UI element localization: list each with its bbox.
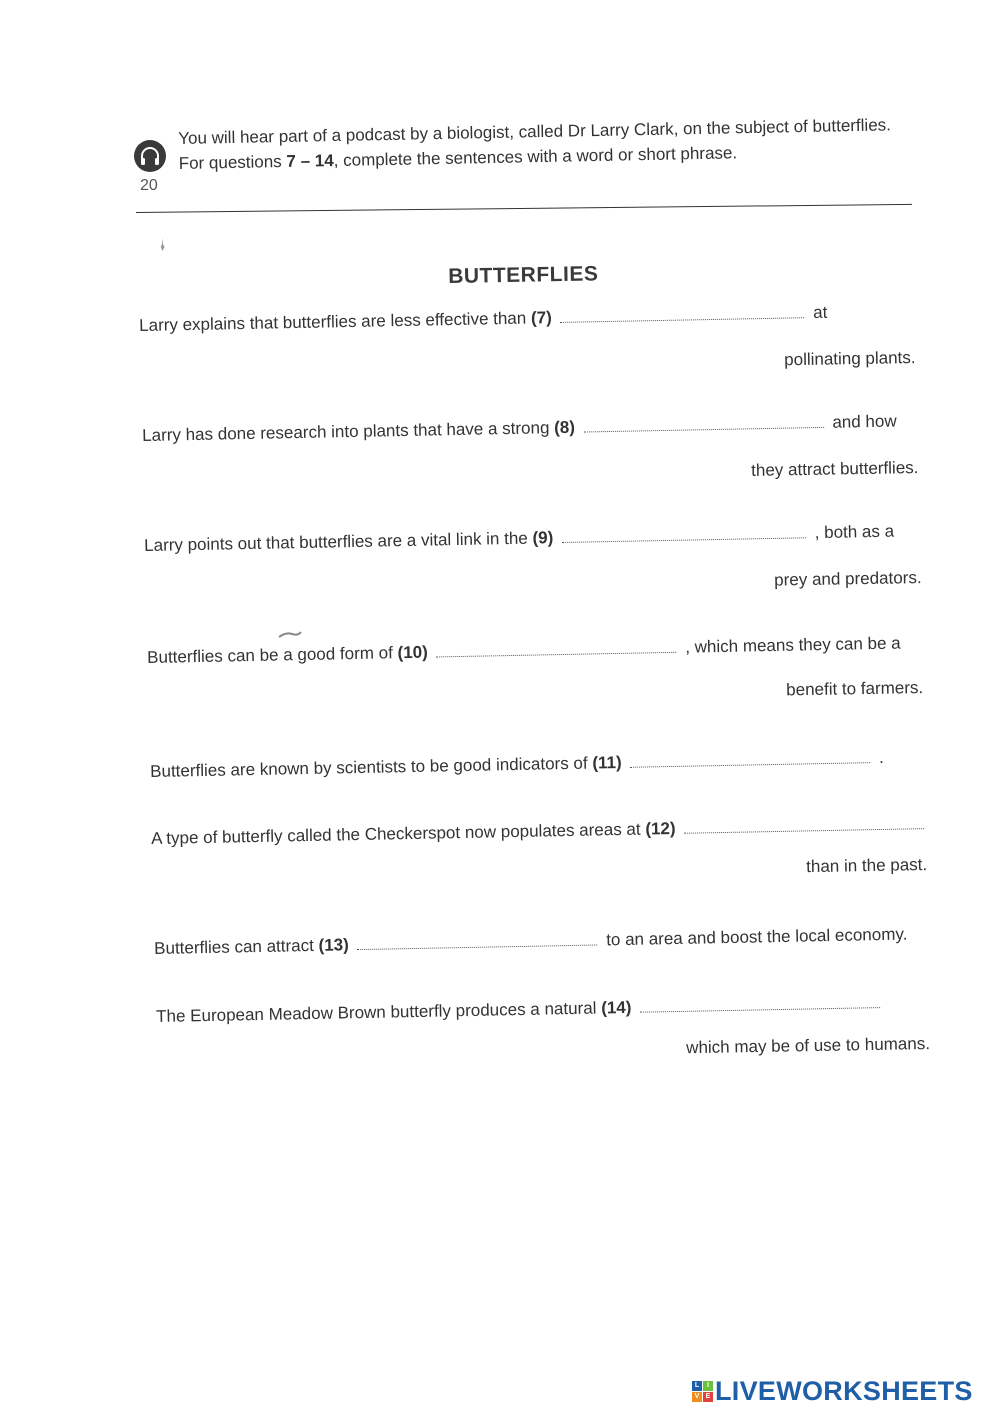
logo-mark-icon	[692, 1381, 713, 1402]
question-10	[147, 634, 901, 668]
question-number: (8)	[553, 417, 576, 438]
question-11	[150, 748, 884, 782]
question-8-continuation: they attract butterflies.	[750, 458, 919, 480]
question-text: Larry points out that butterflies are a vital link in the	[144, 528, 528, 555]
instructions-range: 7 – 14	[286, 151, 334, 171]
question-14-continuation: which may be of use to humans.	[686, 1034, 931, 1058]
question-14	[156, 993, 884, 1027]
question-text: Butterflies can be a good form of	[147, 643, 394, 667]
question-12	[151, 814, 928, 849]
headphones-icon	[134, 140, 166, 172]
question-13	[154, 925, 908, 959]
question-text-after: .	[878, 747, 884, 768]
answer-blank-9[interactable]	[562, 523, 806, 543]
logo-text: LIVEWORKSHEETS	[715, 1375, 973, 1406]
answer-blank-8[interactable]	[583, 413, 823, 433]
question-text: Larry explains that butterflies are less effective than	[139, 308, 527, 335]
question-number: (7)	[530, 308, 552, 328]
instructions-text-2: , complete the sentences with a word or short phrase.	[333, 143, 738, 171]
ink-speck	[160, 238, 165, 251]
question-text-after: , both as a	[814, 521, 895, 543]
question-number: (13)	[318, 935, 349, 955]
question-text-after: , which means they can be a	[685, 633, 901, 657]
logo-letter: I	[703, 1381, 713, 1391]
logo-letter: E	[703, 1392, 713, 1402]
question-number: (9)	[532, 528, 554, 548]
question-7	[139, 303, 828, 336]
liveworksheets-logo[interactable]	[692, 1376, 973, 1406]
question-number: (11)	[592, 752, 622, 773]
instructions-text-1: You will hear part of a podcast by a biologist, called Dr Larry Clark, on the subject of butterflies. For questions	[178, 115, 892, 173]
question-text: Butterflies are known by scientists to be good indicators of	[150, 753, 588, 781]
answer-blank-14[interactable]	[640, 993, 880, 1013]
answer-blank-10[interactable]	[436, 638, 676, 658]
answer-blank-13[interactable]	[357, 930, 597, 950]
question-text: Larry has done research into plants that have a strong	[142, 418, 550, 445]
header-divider	[136, 204, 912, 213]
answer-blank-11[interactable]	[630, 748, 870, 768]
question-number: (14)	[601, 997, 632, 1018]
question-text: A type of butterfly called the Checkerspot now populates areas at	[151, 819, 641, 848]
answer-blank-12[interactable]	[684, 814, 924, 834]
question-number: (12)	[645, 818, 676, 839]
question-text-after: at	[812, 302, 828, 323]
pencil-smudge	[278, 630, 302, 640]
question-number: (10)	[397, 642, 428, 663]
question-8	[142, 412, 897, 446]
question-9-continuation: prey and predators.	[773, 568, 922, 590]
question-9	[144, 522, 894, 556]
instructions	[178, 112, 919, 176]
question-7-continuation: pollinating plants.	[783, 348, 916, 370]
question-text-after: and how	[832, 411, 897, 432]
question-10-continuation: benefit to farmers.	[786, 678, 924, 700]
answer-blank-7[interactable]	[560, 303, 804, 323]
question-text: Butterflies can attract	[154, 935, 315, 958]
worksheet-title: BUTTERFLIES	[448, 262, 599, 288]
logo-letter: V	[692, 1392, 702, 1402]
question-text-after: to an area and boost the local economy.	[606, 924, 908, 950]
question-text: The European Meadow Brown butterfly produces a natural	[156, 998, 597, 1026]
logo-letter: L	[692, 1381, 702, 1391]
track-number: 20	[140, 177, 158, 194]
question-12-continuation: than in the past.	[806, 855, 928, 877]
